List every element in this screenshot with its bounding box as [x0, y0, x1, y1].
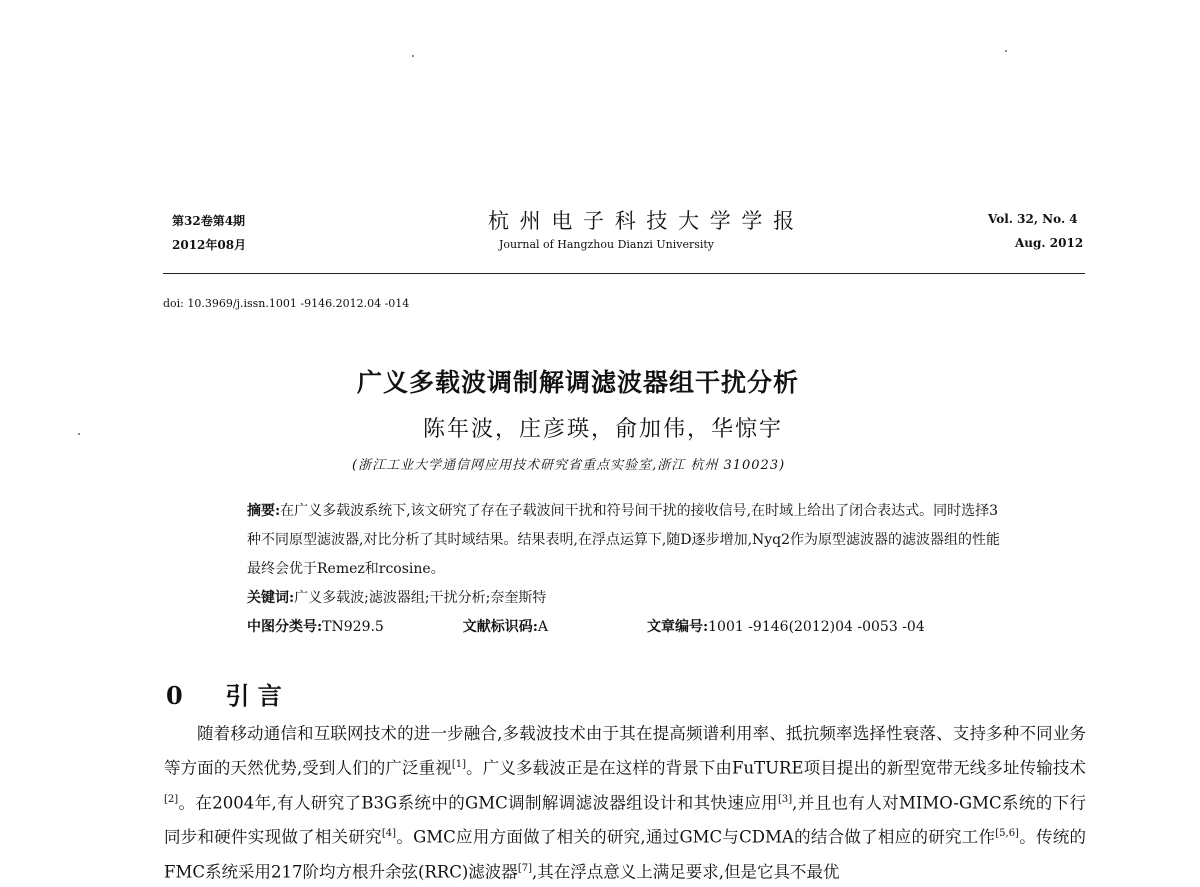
- text-run: 。在2004年,有人研究了B3G系统中的GMC调制解调滤波器组设计和其快速应用: [178, 793, 778, 812]
- classification-line: [247, 613, 1007, 642]
- volume-issue-en: Vol. 32, No. 4: [988, 212, 1078, 226]
- doccode-label: 文献标识码:: [462, 619, 538, 635]
- date-en: Aug. 2012: [1015, 236, 1084, 250]
- section-number: 0: [166, 681, 183, 710]
- scan-speck: [78, 433, 80, 435]
- volume-issue-cn: 第32卷第4期: [172, 214, 246, 228]
- clc-label: 中图分类号:: [247, 619, 323, 635]
- text-run: 随着移动通信和互联网技术的进一步融合,多载波技术由于其在提高频谱利用率、抵抗频率选择性衰落、支持多种不同业务等方面的天然优势,受到人们的广泛重视: [164, 724, 1086, 778]
- doccode-value: A: [537, 619, 549, 635]
- citation: [1]: [451, 759, 467, 770]
- keywords-label: 关键词:: [247, 590, 295, 606]
- abstract-text: 在广义多载波系统下,该文研究了存在子载波间干扰和符号间干扰的接收信号,在时域上给出了闭合表达式。同时选择3种不同原型滤波器,对比分析了其时域结果。结果表明,在浮点运算下,随D逐步增加,Nyq2作为原型滤波器的滤波器组的性能最终会优于Remez和rcosine。: [247, 503, 1001, 577]
- section-heading: [166, 676, 282, 711]
- text-run: 。传统的FMC系统采用217阶均方根升余弦(RRC)滤波器: [164, 827, 1087, 881]
- article-number-label: 文章编号:: [646, 619, 709, 635]
- intro-body: [164, 718, 1086, 887]
- doi: doi: 10.3969/j.issn.1001 -9146.2012.04 -014: [163, 297, 410, 310]
- citation: [2]: [164, 793, 179, 805]
- authors: 陈年波，庄彦瑛，俞加伟，华惊宇: [423, 417, 784, 442]
- abstract-block: [247, 497, 1007, 642]
- clc-value: TN929.5: [322, 619, 384, 635]
- affiliation: (浙江工业大学通信网应用技术研究省重点实验室,浙江 杭州 310023): [352, 458, 786, 473]
- date-cn: 2012年08月: [172, 238, 247, 252]
- text-run: 。GMC应用方面做了相关的研究,通过GMC与CDMA的结合做了相应的研究工作: [396, 827, 996, 847]
- keywords: [247, 584, 1007, 613]
- abstract: [247, 497, 1007, 584]
- citation: [7]: [517, 862, 532, 874]
- scan-speck: [412, 55, 414, 57]
- text-run: ,并且也有人对MIMO-GMC系统的下行同步和硬件实现做了相关研究: [164, 793, 1086, 847]
- article-number-value: 1001 -9146(2012)04 -0053 -04: [708, 619, 925, 635]
- text-run: 。广义多载波正是在这样的背景下由FuTURE项目提出的新型宽带无线多址传输技术: [466, 758, 1086, 778]
- section-title: 引 言: [225, 681, 282, 710]
- citation: [4]: [381, 828, 397, 839]
- journal-title-en: Journal of Hangzhou Dianzi University: [499, 238, 715, 251]
- scan-speck: [1005, 50, 1007, 52]
- text-run: ,其在浮点意义上满足要求,但是它具不最优: [531, 862, 840, 881]
- intro-paragraph: [164, 718, 1086, 887]
- keywords-text: 广义多载波;滤波器组;干扰分析;奈奎斯特: [294, 590, 547, 606]
- citation: [5,6]: [995, 828, 1019, 839]
- journal-title-cn: 杭 州 电 子 科 技 大 学 学 报: [488, 209, 797, 233]
- citation: [3]: [777, 793, 793, 805]
- abstract-label: 摘要:: [247, 503, 281, 519]
- paper-title: 广义多载波调制解调滤波器组干扰分析: [357, 368, 800, 397]
- header-rule: [163, 273, 1085, 274]
